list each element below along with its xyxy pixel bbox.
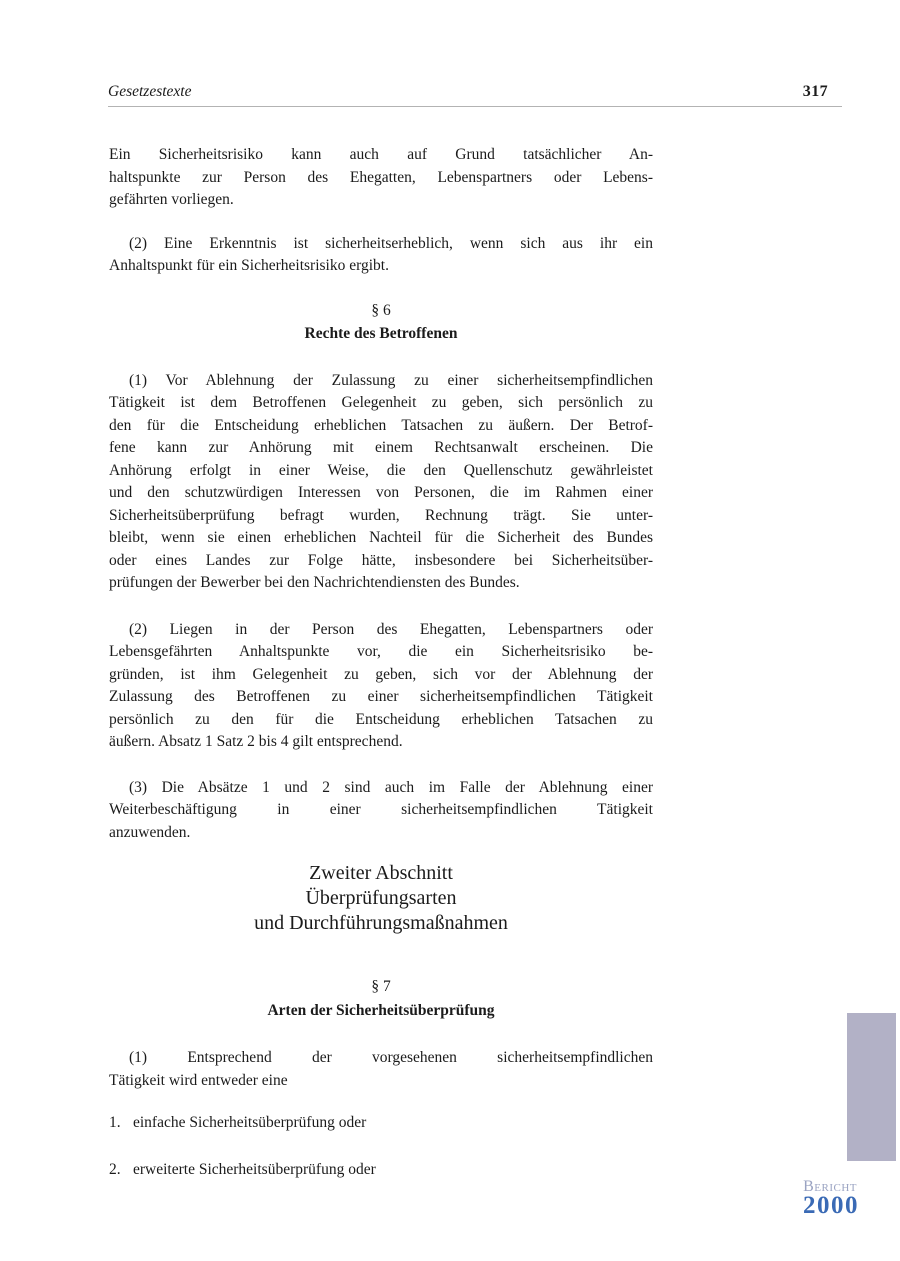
section-7-heading [109, 975, 653, 1022]
logo-year-text: 2000 [803, 1192, 859, 1219]
text-line: (2) Liegen in der Person des Ehegatten, Lebenspartners oder [129, 620, 653, 638]
text-line: gründen, ist ihm Gelegenheit zu geben, sich vor der Ablehnung der [109, 665, 653, 683]
text-line: und Durchführungsmaßnahmen [254, 912, 508, 934]
paragraph-2 [109, 233, 653, 278]
ordered-list [109, 1112, 653, 1181]
list-item-number: 2. [109, 1160, 121, 1178]
list-item [109, 1159, 653, 1182]
text-line: Tätigkeit wird entweder eine [109, 1071, 288, 1089]
text-line: (1) Entsprechend der vorgesehenen sicherheitsempfindlichen [129, 1049, 653, 1066]
text-line: Weiterbeschäftigung in einer sicherheitsempfindlichen Tätigkeit [109, 801, 653, 818]
text-line: oder eines Landes zur Folge hätte, insbesondere bei Sicherheitsüber- [109, 551, 653, 569]
section-6-heading [109, 299, 653, 346]
text-line: anzuwenden. [109, 823, 191, 841]
text-line: Sicherheitsüberprüfung befragt wurden, Rechnung trägt. Sie unter- [109, 506, 653, 524]
list-item-number: 1. [109, 1114, 121, 1131]
paragraph-6-1 [109, 370, 653, 595]
text-line: Überprüfungsarten [305, 887, 457, 909]
section-6-number: § 6 [371, 301, 391, 319]
chapter-heading [109, 861, 653, 936]
text-line: persönlich zu den für die Entscheidung erheblichen Tatsachen zu [109, 710, 653, 728]
section-7-number: § 7 [371, 978, 391, 995]
paragraph-intro [109, 144, 653, 212]
text-line: prüfungen der Bewerber bei den Nachrichtendiensten des Bundes. [109, 574, 520, 591]
text-line: Tätigkeit ist dem Betroffenen Gelegenheit zu geben, sich persönlich zu [109, 394, 653, 411]
page-number: 317 [802, 83, 828, 100]
running-header-row [108, 83, 842, 107]
text-line: Lebensgefährten Anhaltspunkte vor, die ein Sicherheitsrisiko be- [109, 643, 653, 660]
section-6-title: Rechte des Betroffenen [304, 325, 458, 342]
section-7-title: Arten der Sicherheitsüberprüfung [267, 1001, 495, 1019]
paragraph-7-1 [109, 1047, 653, 1092]
text-line: (1) Vor Ablehnung der Zulassung zu einer sicherheitsempfindlichen [129, 371, 653, 389]
text-line: den für die Entscheidung erheblichen Tatsachen zu äußern. Der Betrof- [109, 416, 653, 434]
running-header [108, 83, 842, 107]
paragraph-6-2 [109, 619, 653, 754]
text-line: (3) Die Absätze 1 und 2 sind auch im Falle der Ablehnung einer [129, 778, 653, 796]
logo-name-text: Bericht [803, 1178, 857, 1195]
thumb-index-tab [847, 1013, 896, 1161]
text-line: Zweiter Abschnitt [309, 862, 453, 884]
text-line: Zulassung des Betroffenen zu einer sicherheitsempfindlichen Tätigkeit [109, 688, 653, 705]
bericht-2000-logo [803, 1179, 857, 1217]
paragraph-6-3 [109, 777, 653, 845]
text-line: fene kann zur Anhörung mit einem Rechtsanwalt erscheinen. Die [109, 439, 653, 456]
header-section-title: Gesetzestexte [108, 83, 192, 100]
text-line: und den schutzwürdigen Interessen von Personen, die im Rahmen einer [109, 484, 653, 501]
text-line: gefährten vorliegen. [109, 191, 234, 208]
text-line: äußern. Absatz 1 Satz 2 bis 4 gilt entsprechend. [109, 733, 403, 750]
text-line: Anhörung erfolgt in einer Weise, die den Quellenschutz gewährleistet [109, 461, 653, 479]
text-line: Anhaltspunkt für ein Sicherheitsrisiko ergibt. [109, 257, 389, 274]
text-line: bleibt, wenn sie einen erheblichen Nachteil für die Sicherheit des Bundes [109, 529, 653, 546]
text-line: haltspunkte zur Person des Ehegatten, Lebenspartners oder Lebens- [109, 168, 653, 186]
list-item-text: einfache Sicherheitsüberprüfung oder [133, 1114, 367, 1131]
text-line: (2) Eine Erkenntnis ist sicherheitserheblich, wenn sich aus ihr ein [129, 234, 653, 252]
text-column [109, 144, 653, 1181]
text-line: Ein Sicherheitsrisiko kann auch auf Grund tatsächlicher An- [109, 146, 653, 163]
list-item [109, 1112, 653, 1135]
list-item-text: erweiterte Sicherheitsüberprüfung oder [133, 1160, 376, 1178]
